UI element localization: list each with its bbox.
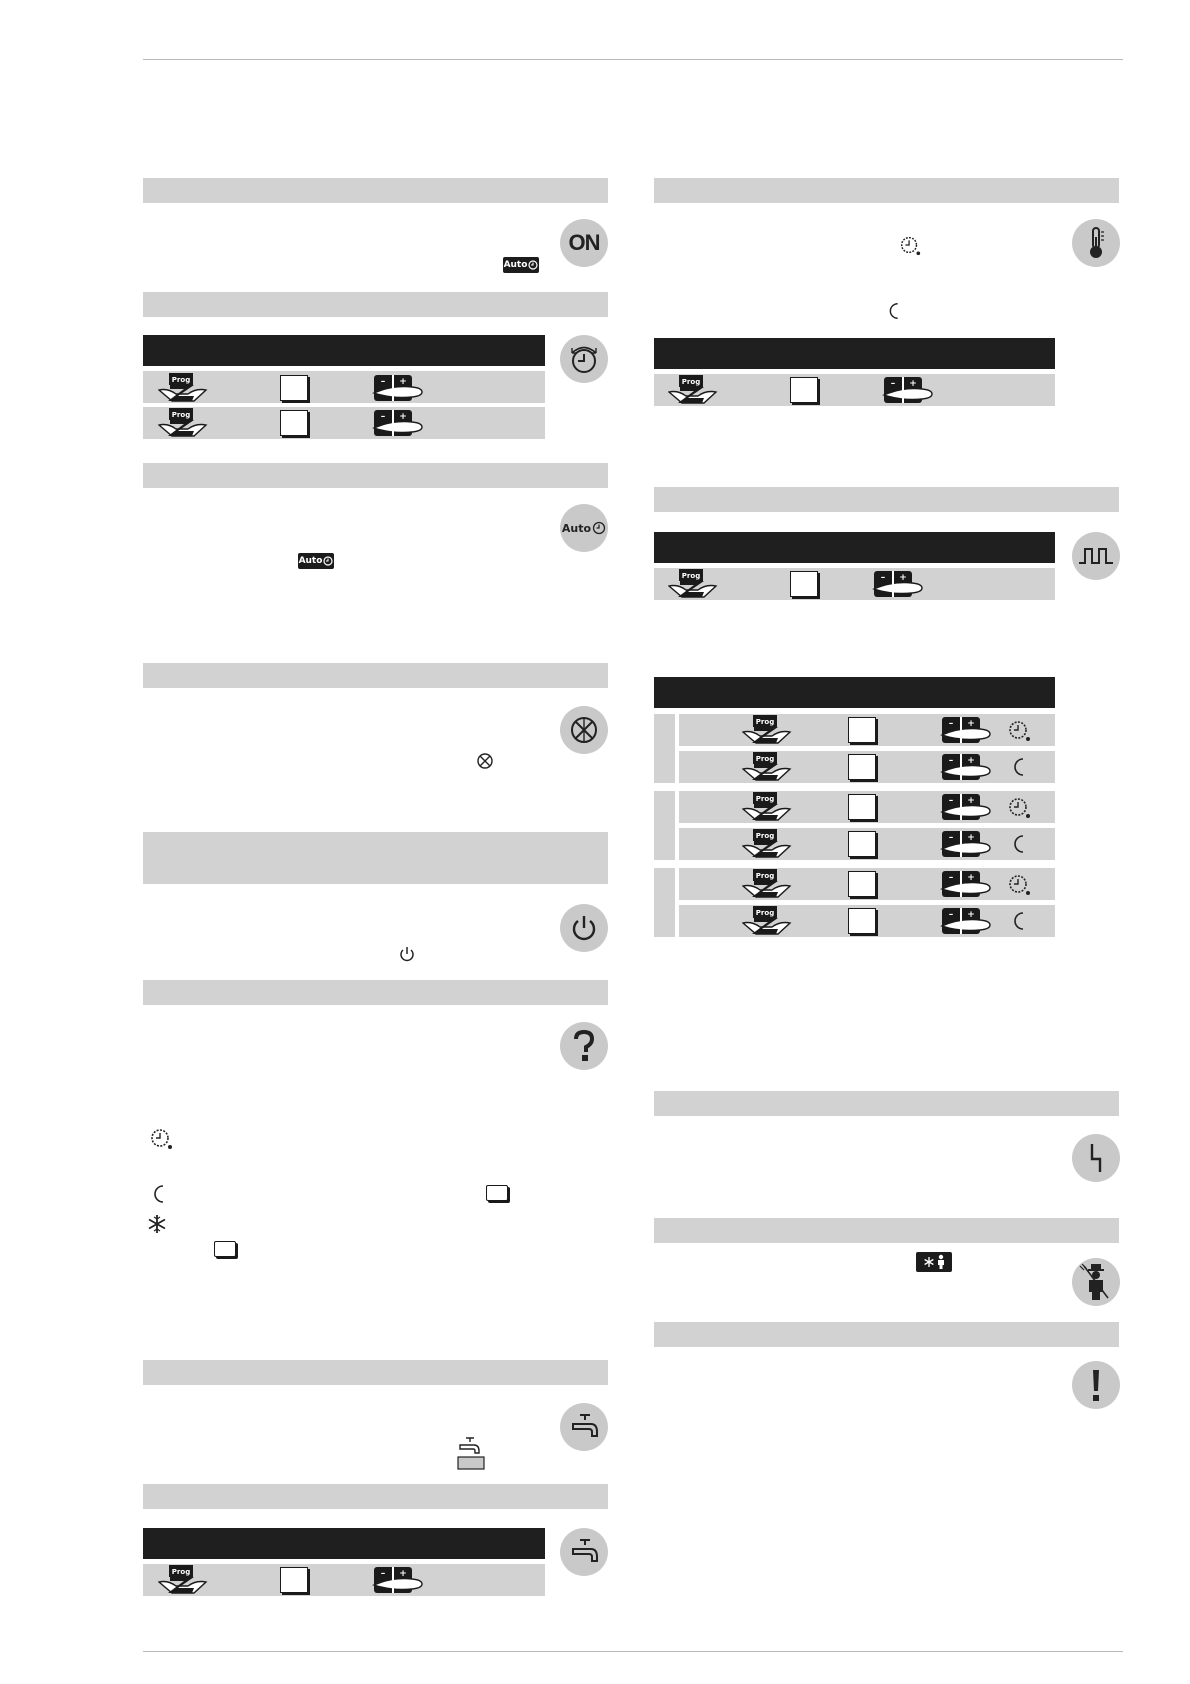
on-icon: ON [560, 219, 608, 267]
prog-button-icon [742, 828, 792, 858]
svg-text:Prog: Prog [755, 832, 775, 840]
minus-plus-button-icon [940, 869, 992, 899]
svg-text:–: – [948, 756, 954, 766]
svg-text:Prog: Prog [755, 795, 775, 803]
svg-text:+: + [399, 412, 407, 422]
svg-text:+: + [967, 719, 975, 729]
moon-icon [1008, 756, 1030, 783]
thermometer-icon [1072, 219, 1120, 267]
bottom-rule [143, 1651, 1123, 1652]
svg-text:+: + [967, 910, 975, 920]
pulse-wave-icon [1072, 532, 1120, 580]
svg-text:+: + [399, 1569, 407, 1579]
group-marker [654, 791, 675, 860]
display-button-icon [848, 794, 876, 820]
section-header-warning [654, 1322, 1119, 1347]
svg-text:+: + [967, 833, 975, 843]
comfort-temperature-icon [1006, 794, 1032, 825]
top-rule [143, 59, 1123, 60]
power-small-icon [398, 945, 416, 968]
section-header-pulse [654, 487, 1119, 512]
prog-button-icon [158, 407, 208, 437]
exclamation-icon [1072, 1361, 1120, 1409]
prog-button-icon [158, 1564, 208, 1594]
minus-plus-button-icon [372, 373, 424, 403]
minus-plus-button-icon [940, 906, 992, 936]
svg-text:+: + [909, 379, 917, 389]
tap-icon [560, 1528, 608, 1576]
group-marker [654, 714, 675, 783]
section-header-clock [143, 292, 608, 317]
minus-plus-button-icon [872, 569, 924, 599]
table-header-clock [143, 335, 545, 366]
svg-text:+: + [899, 573, 907, 583]
display-button-icon [848, 831, 876, 857]
question-icon [560, 1022, 608, 1070]
minus-plus-button-icon [372, 408, 424, 438]
table-header-temperature [654, 338, 1055, 369]
svg-text:+: + [399, 377, 407, 387]
chimney-sweep-icon [1072, 1258, 1120, 1306]
display-button-icon [280, 410, 308, 436]
table-header-program [654, 677, 1055, 708]
comfort-temperature-icon [148, 1125, 174, 1156]
auto-clock-badge: Auto [503, 257, 539, 273]
svg-text:–: – [948, 719, 954, 729]
section-header-hot-water-program [143, 1484, 608, 1509]
minus-plus-button-icon [940, 792, 992, 822]
display-button-icon [848, 717, 876, 743]
svg-text:Prog: Prog [681, 572, 701, 580]
section-header-hot-water [143, 1360, 608, 1385]
svg-text:Prog: Prog [681, 378, 701, 386]
section-header-fault [654, 1091, 1119, 1116]
auto-clock-badge: Auto [298, 553, 334, 569]
prog-button-icon [742, 905, 792, 935]
display-button-icon [280, 375, 308, 401]
section-header-auto [143, 463, 608, 488]
display-button-icon [848, 754, 876, 780]
heating-off-icon [560, 706, 608, 754]
moon-icon [884, 301, 904, 326]
heating-off-small-icon [476, 752, 494, 775]
prog-button-icon [742, 714, 792, 744]
display-button-icon [848, 871, 876, 897]
minus-plus-button-icon [372, 1565, 424, 1595]
chimney-sweep-badge [916, 1252, 952, 1272]
svg-text:–: – [948, 796, 954, 806]
comfort-temperature-icon [1006, 717, 1032, 748]
moon-icon [148, 1183, 170, 1210]
section-header-on [143, 178, 608, 203]
comfort-temperature-icon [898, 233, 922, 262]
section-header-temperature [654, 178, 1119, 203]
section-header-standby [143, 832, 608, 884]
section-header-chimney-sweep [654, 1218, 1119, 1243]
svg-text:Prog: Prog [171, 376, 191, 384]
svg-text:+: + [967, 756, 975, 766]
minus-plus-button-icon [882, 375, 934, 405]
table-header-pulse [654, 532, 1055, 563]
display-button-icon [790, 377, 818, 403]
group-marker [654, 868, 675, 937]
svg-text:Prog: Prog [755, 909, 775, 917]
display-button-icon [486, 1185, 508, 1201]
svg-text:Prog: Prog [755, 872, 775, 880]
tap-icon [560, 1403, 608, 1451]
power-icon [560, 904, 608, 952]
svg-text:+: + [967, 873, 975, 883]
clock-set-icon [560, 335, 608, 383]
moon-icon [1008, 833, 1030, 860]
display-button-icon [790, 571, 818, 597]
prog-button-icon [668, 374, 718, 404]
minus-plus-button-icon [940, 752, 992, 782]
frost-snowflake-icon [147, 1214, 167, 1239]
svg-text:Prog: Prog [755, 755, 775, 763]
comfort-temperature-icon [1006, 871, 1032, 902]
minus-plus-button-icon [940, 829, 992, 859]
prog-button-icon [742, 868, 792, 898]
svg-text:Prog: Prog [171, 1568, 191, 1576]
fault-icon [1072, 1134, 1120, 1182]
prog-button-icon [668, 568, 718, 598]
display-button-icon [214, 1241, 236, 1257]
display-button-icon [280, 1567, 308, 1593]
svg-text:–: – [380, 1569, 386, 1579]
svg-text:–: – [948, 910, 954, 920]
svg-text:Prog: Prog [755, 718, 775, 726]
svg-text:–: – [890, 379, 896, 389]
prog-button-icon [158, 372, 208, 402]
svg-text:+: + [967, 796, 975, 806]
svg-text:–: – [880, 573, 886, 583]
prog-button-icon [742, 751, 792, 781]
prog-button-icon [742, 791, 792, 821]
svg-text:–: – [380, 412, 386, 422]
hot-water-tank-icon [457, 1436, 485, 1475]
svg-text:–: – [380, 377, 386, 387]
section-header-info [143, 980, 608, 1005]
svg-text:–: – [948, 833, 954, 843]
table-header-hot-water [143, 1528, 545, 1559]
moon-icon [1008, 910, 1030, 937]
display-button-icon [848, 908, 876, 934]
svg-text:Prog: Prog [171, 411, 191, 419]
svg-text:–: – [948, 873, 954, 883]
minus-plus-button-icon [940, 715, 992, 745]
auto-mode-icon: Auto [560, 504, 608, 552]
section-header-frost [143, 663, 608, 688]
